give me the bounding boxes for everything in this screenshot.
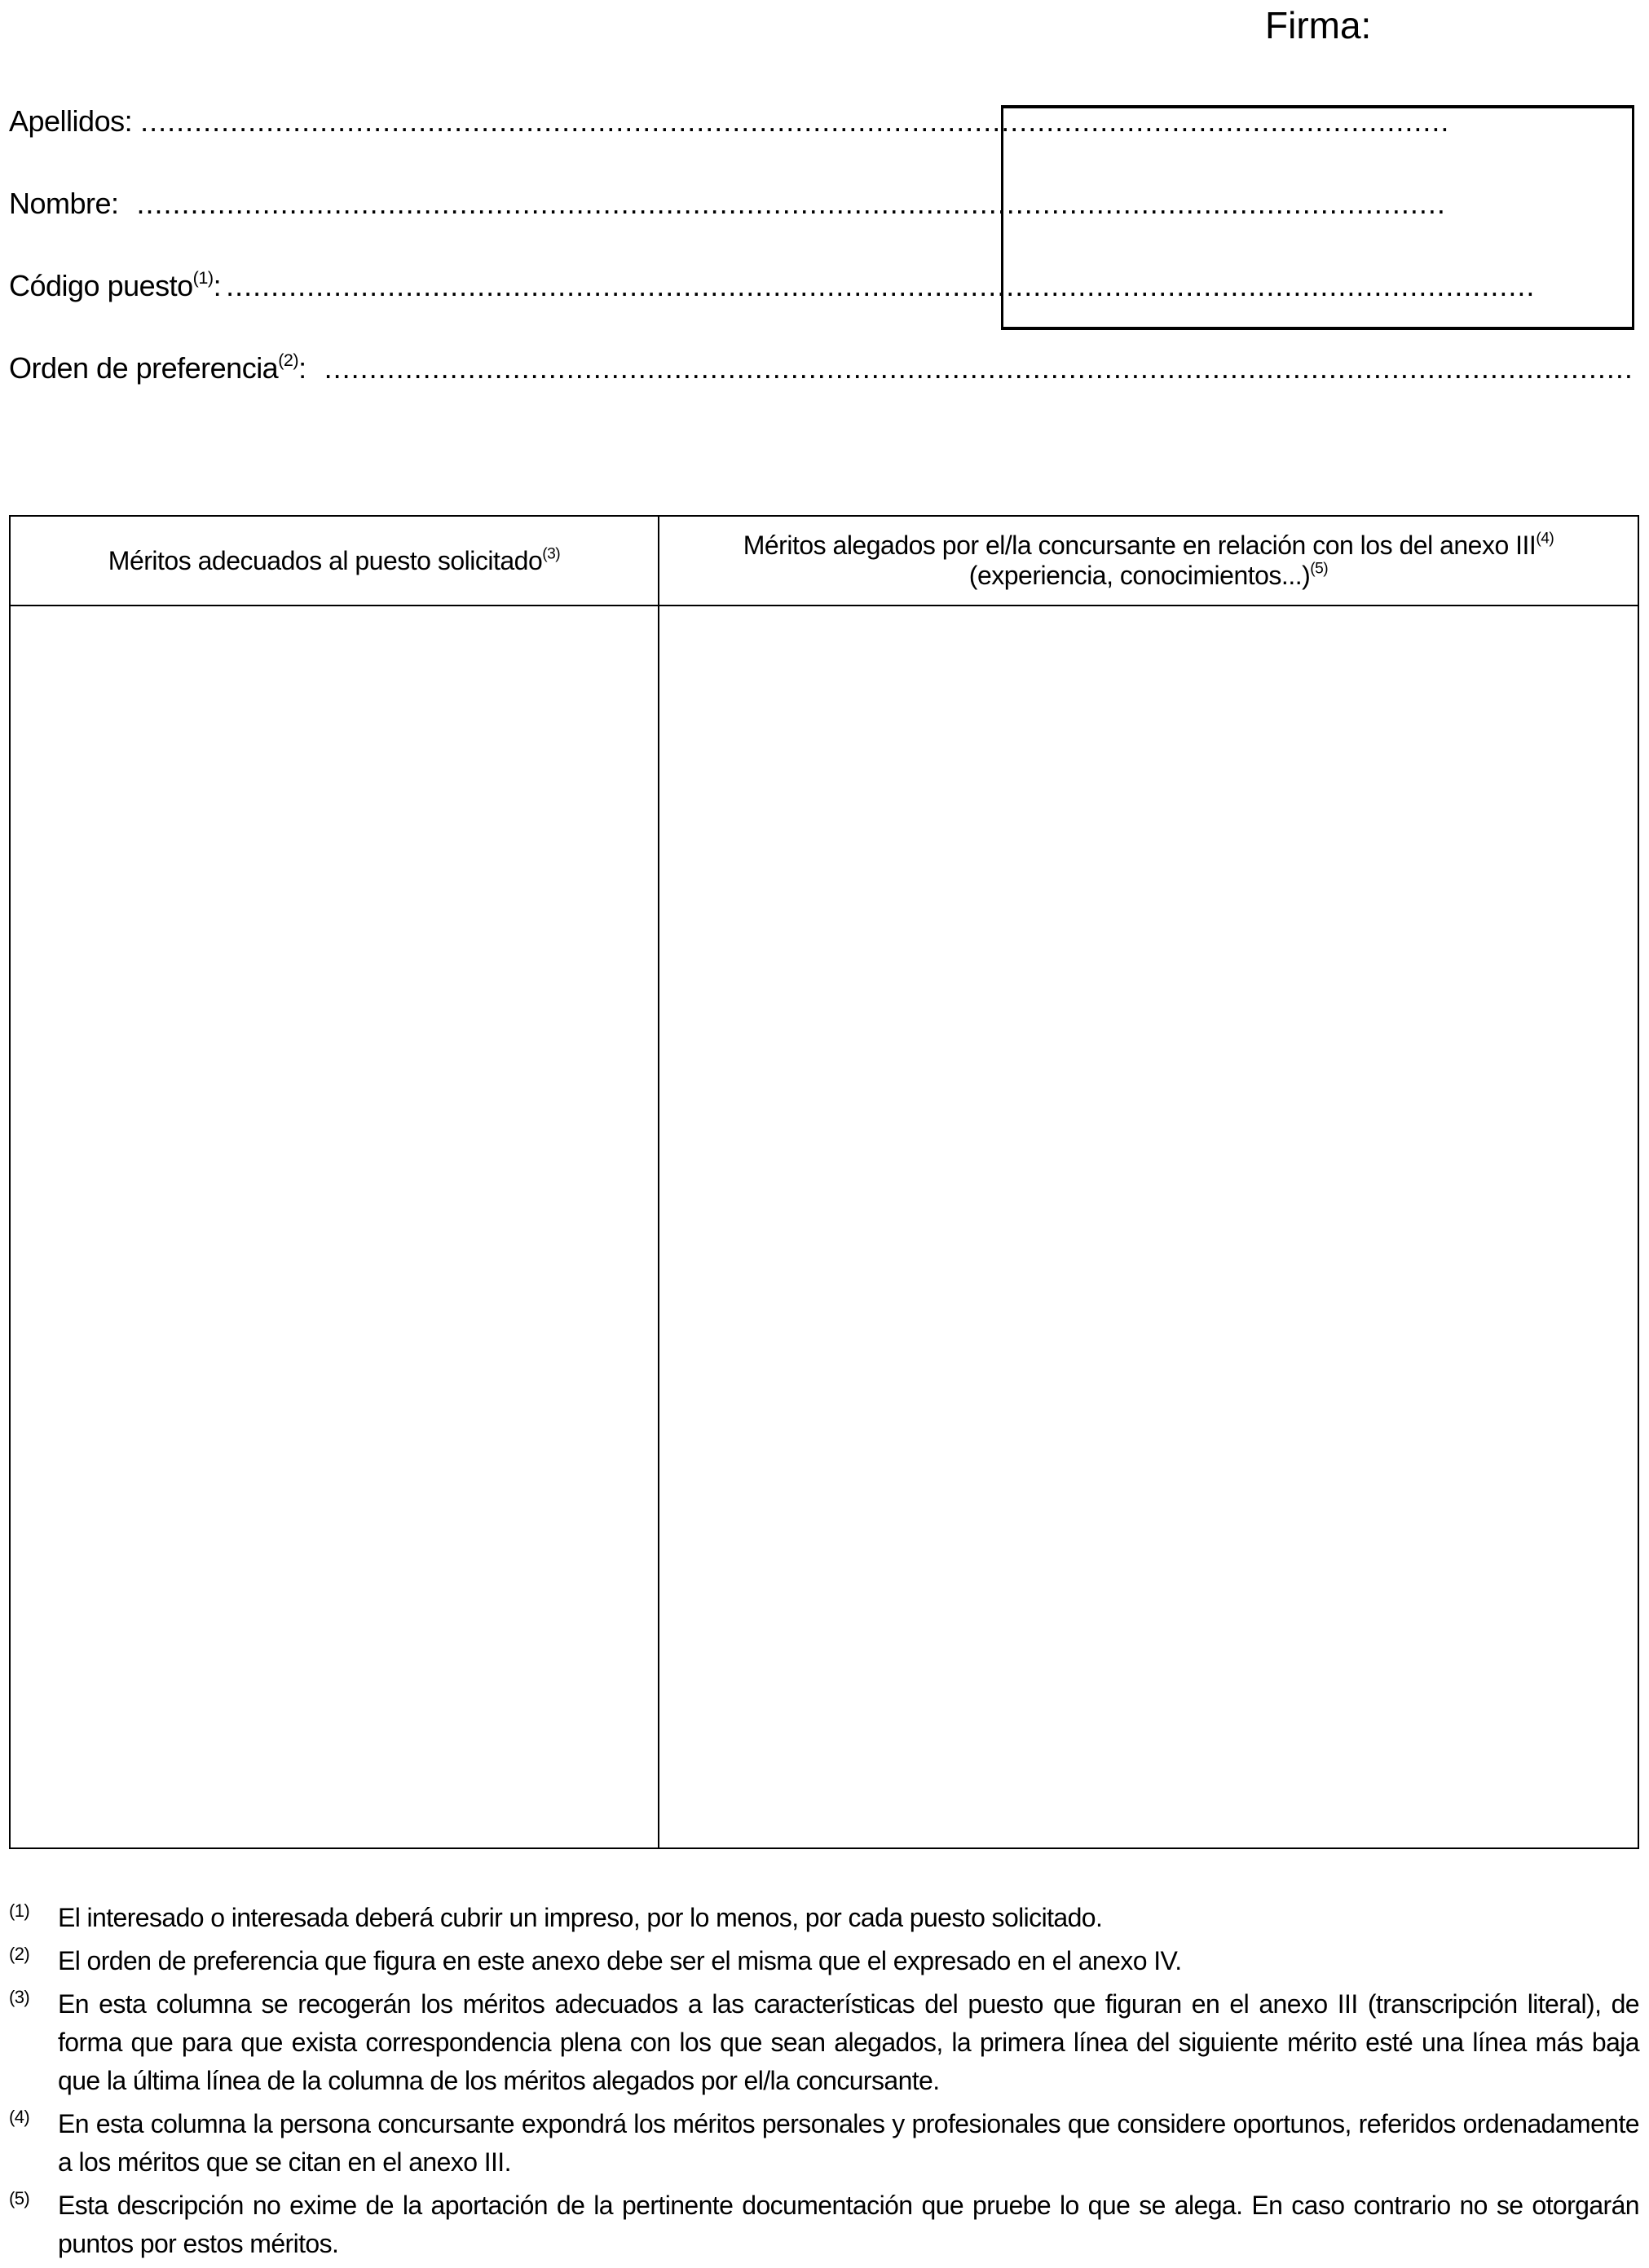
footnote-text: En esta columna la persona concursante expondrá los méritos personales y profesionales que considere oportunos, referidos ordenadamente a los méritos que se citan en el anexo III. — [58, 2109, 1639, 2177]
footnote-number: (3) — [9, 1987, 30, 2007]
footnotes — [9, 1899, 1639, 2268]
merits-claimed-cell[interactable] — [659, 606, 1638, 1848]
job-code-input-line[interactable]: .................................................................................................................................................. — [226, 269, 1536, 302]
footnote-number: (2) — [9, 1944, 30, 1964]
footnote-text: Esta descripción no exime de la aportación de la pertinente documentación que pruebe lo que se alega. En caso contrario no se otorgarán puntos por estos méritos. — [58, 2191, 1639, 2258]
name-field[interactable] — [9, 187, 1446, 221]
footnote — [9, 2187, 1639, 2263]
job-code-field[interactable] — [9, 266, 1536, 303]
footnote-number: (1) — [9, 1900, 30, 1921]
merits-table — [9, 515, 1639, 1849]
footnote-number: (4) — [9, 2107, 30, 2127]
footnote-text: En esta columna se recogerán los méritos adecuados a las características del puesto que figuran en el anexo III (transcripción literal), de forma que para que exista correspondencia plena con los que sean alegados, la primera línea del siguiente mérito esté una línea más baja que la última línea de la columna de los méritos alegados por el/la concursante. — [58, 1989, 1639, 2095]
header-merits-required: Méritos adecuados al puesto solicitado$^{(3)}$ — [10, 516, 659, 606]
merits-required-cell[interactable] — [10, 606, 659, 1848]
footnote — [9, 1985, 1639, 2100]
footnote — [9, 1942, 1639, 1980]
name-label: Nombre: — [9, 187, 119, 220]
footnote-text: El orden de preferencia que figura en este anexo debe ser el misma que el expresado en el anexo IV. — [58, 1946, 1182, 1975]
surname-field[interactable] — [9, 104, 1450, 139]
footnote-number: (5) — [9, 2188, 30, 2209]
name-input-line[interactable]: .................................................................................................................................................. — [136, 187, 1446, 220]
preference-order-input-line[interactable]: .................................................................................................................................................. — [324, 351, 1634, 385]
footnote-text: El interesado o interesada deberá cubrir un impreso, por lo menos, por cada puesto solicitado. — [58, 1903, 1103, 1932]
surname-label: Apellidos: — [9, 104, 133, 138]
preference-order-field[interactable] — [9, 349, 1634, 385]
surname-input-line[interactable]: .................................................................................................................................................. — [140, 104, 1450, 138]
job-code-label: Código puesto$^{(1)}$: — [9, 266, 222, 302]
footnote — [9, 2105, 1639, 2182]
footnote — [9, 1899, 1639, 1937]
signature-label: Firma: — [1265, 4, 1372, 46]
preference-order-label: Orden de preferencia$^{(2)}$: — [9, 349, 306, 385]
header-merits-claimed: Méritos alegados por el/la concursante en relación con los del anexo III$^{(4)}$ (experiencia, conocimientos...)$^{(5)}$ — [659, 516, 1638, 606]
